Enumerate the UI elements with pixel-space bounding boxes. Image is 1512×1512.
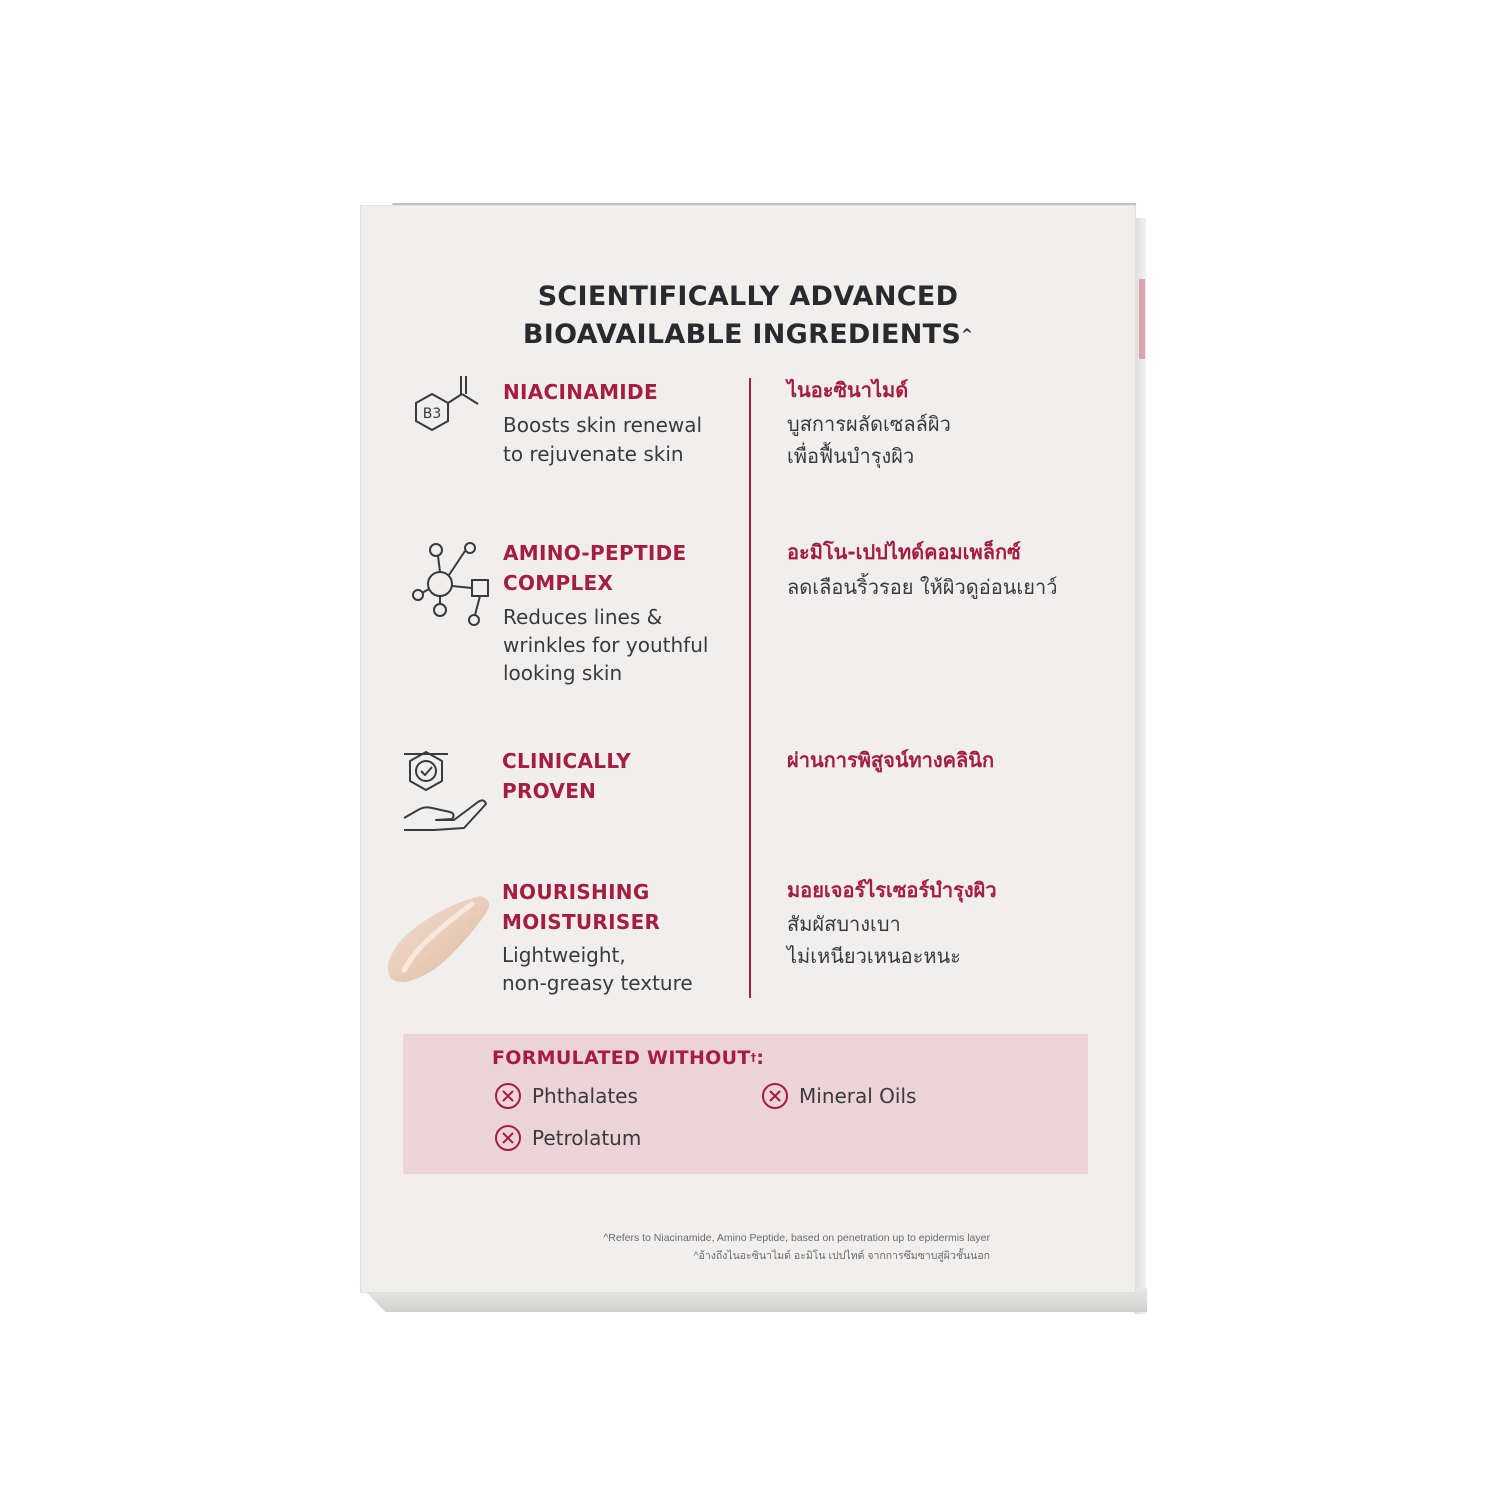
moisturiser-thai-desc-line-1: สัมผัสบางเบา [787, 912, 901, 936]
without-item-label: Phthalates [532, 1084, 638, 1108]
without-item-label: Mineral Oils [799, 1084, 917, 1108]
without-item-label: Petrolatum [532, 1126, 642, 1150]
niacinamide-desc-line-2: to rejuvenate skin [503, 442, 684, 466]
headline-caret: ^ [961, 327, 974, 343]
moisturiser-thai-desc-line-2: ไม่เหนียวเหนอะหนะ [787, 944, 961, 968]
headline-line-1: SCIENTIFICALLY ADVANCED [537, 281, 959, 312]
clinically-proven-thai-title: ผ่านการพิสูจน์ทางคลินิก [787, 748, 995, 772]
amino-peptide-desc-line-1: Reduces lines & [503, 605, 663, 629]
moisturiser-title-line-2: MOISTURISER [502, 910, 661, 934]
headline-line-2: BIOAVAILABLE INGREDIENTS^ [522, 319, 974, 350]
x-circle-icon [494, 1082, 522, 1110]
b3-molecule-icon [410, 372, 502, 446]
niacinamide-desc-line-1: Boosts skin renewal [503, 413, 703, 437]
footnote-english: ^Refers to Niacinamide, Amino Peptide, based on penetration up to epidermis layer [603, 1232, 990, 1244]
hand-check-icon [400, 744, 492, 836]
clinically-proven-title-line-2: PROVEN [502, 779, 597, 803]
formulated-without-dagger: † [750, 1051, 757, 1064]
cream-swatch-icon [380, 886, 500, 986]
amino-peptide-thai-desc-line-1: ลดเลือนริ้วรอย ให้ผิวดูอ่อนเยาว์ [787, 575, 1058, 599]
niacinamide-thai-desc-line-2: เพื่อฟื้นบำรุงผิว [787, 444, 915, 468]
without-item-petrolatum [494, 1124, 641, 1152]
moisturiser-title-line-1: NOURISHING [502, 880, 650, 904]
amino-peptide-title-line-1: AMINO-PEPTIDE [503, 541, 687, 565]
niacinamide-thai-desc-line-1: บูสการผลัดเซลล์ผิว [787, 412, 951, 436]
formulated-without-title: FORMULATED WITHOUT†: [492, 1047, 765, 1069]
moisturiser-desc-line-1: Lightweight, [502, 943, 626, 967]
without-item-phthalates [494, 1082, 638, 1110]
peptide-network-icon [412, 540, 496, 630]
footnote-thai: ^อ้างถึงไนอะซินาไมด์ อะมิโน เปปไทด์ จากการซึมซาบสู่ผิวชั้นนอก [693, 1250, 990, 1262]
headline [362, 278, 1134, 354]
amino-peptide-title-line-2: COMPLEX [503, 571, 614, 595]
amino-peptide-desc-line-2: wrinkles for youthful [503, 633, 709, 657]
moisturiser-thai-title: มอยเจอร์ไรเซอร์บำรุงผิว [787, 878, 997, 902]
column-divider [749, 378, 751, 998]
niacinamide-thai-title: ไนอะซินาไมด์ [787, 378, 909, 402]
moisturiser-desc-line-2: non-greasy texture [502, 971, 693, 995]
box-right-accent [1139, 279, 1145, 359]
formulated-without-colon: : [756, 1047, 765, 1069]
amino-peptide-thai-title: อะมิโน-เปปไทด์คอมเพล็กซ์ [787, 540, 1021, 564]
niacinamide-title: NIACINAMIDE [503, 380, 658, 404]
without-item-mineral-oils [761, 1082, 916, 1110]
b3-label: B3 [422, 406, 442, 422]
amino-peptide-desc-line-3: looking skin [503, 661, 623, 685]
clinically-proven-title-line-1: CLINICALLY [502, 749, 632, 773]
x-circle-icon [761, 1082, 789, 1110]
x-circle-icon [494, 1124, 522, 1152]
